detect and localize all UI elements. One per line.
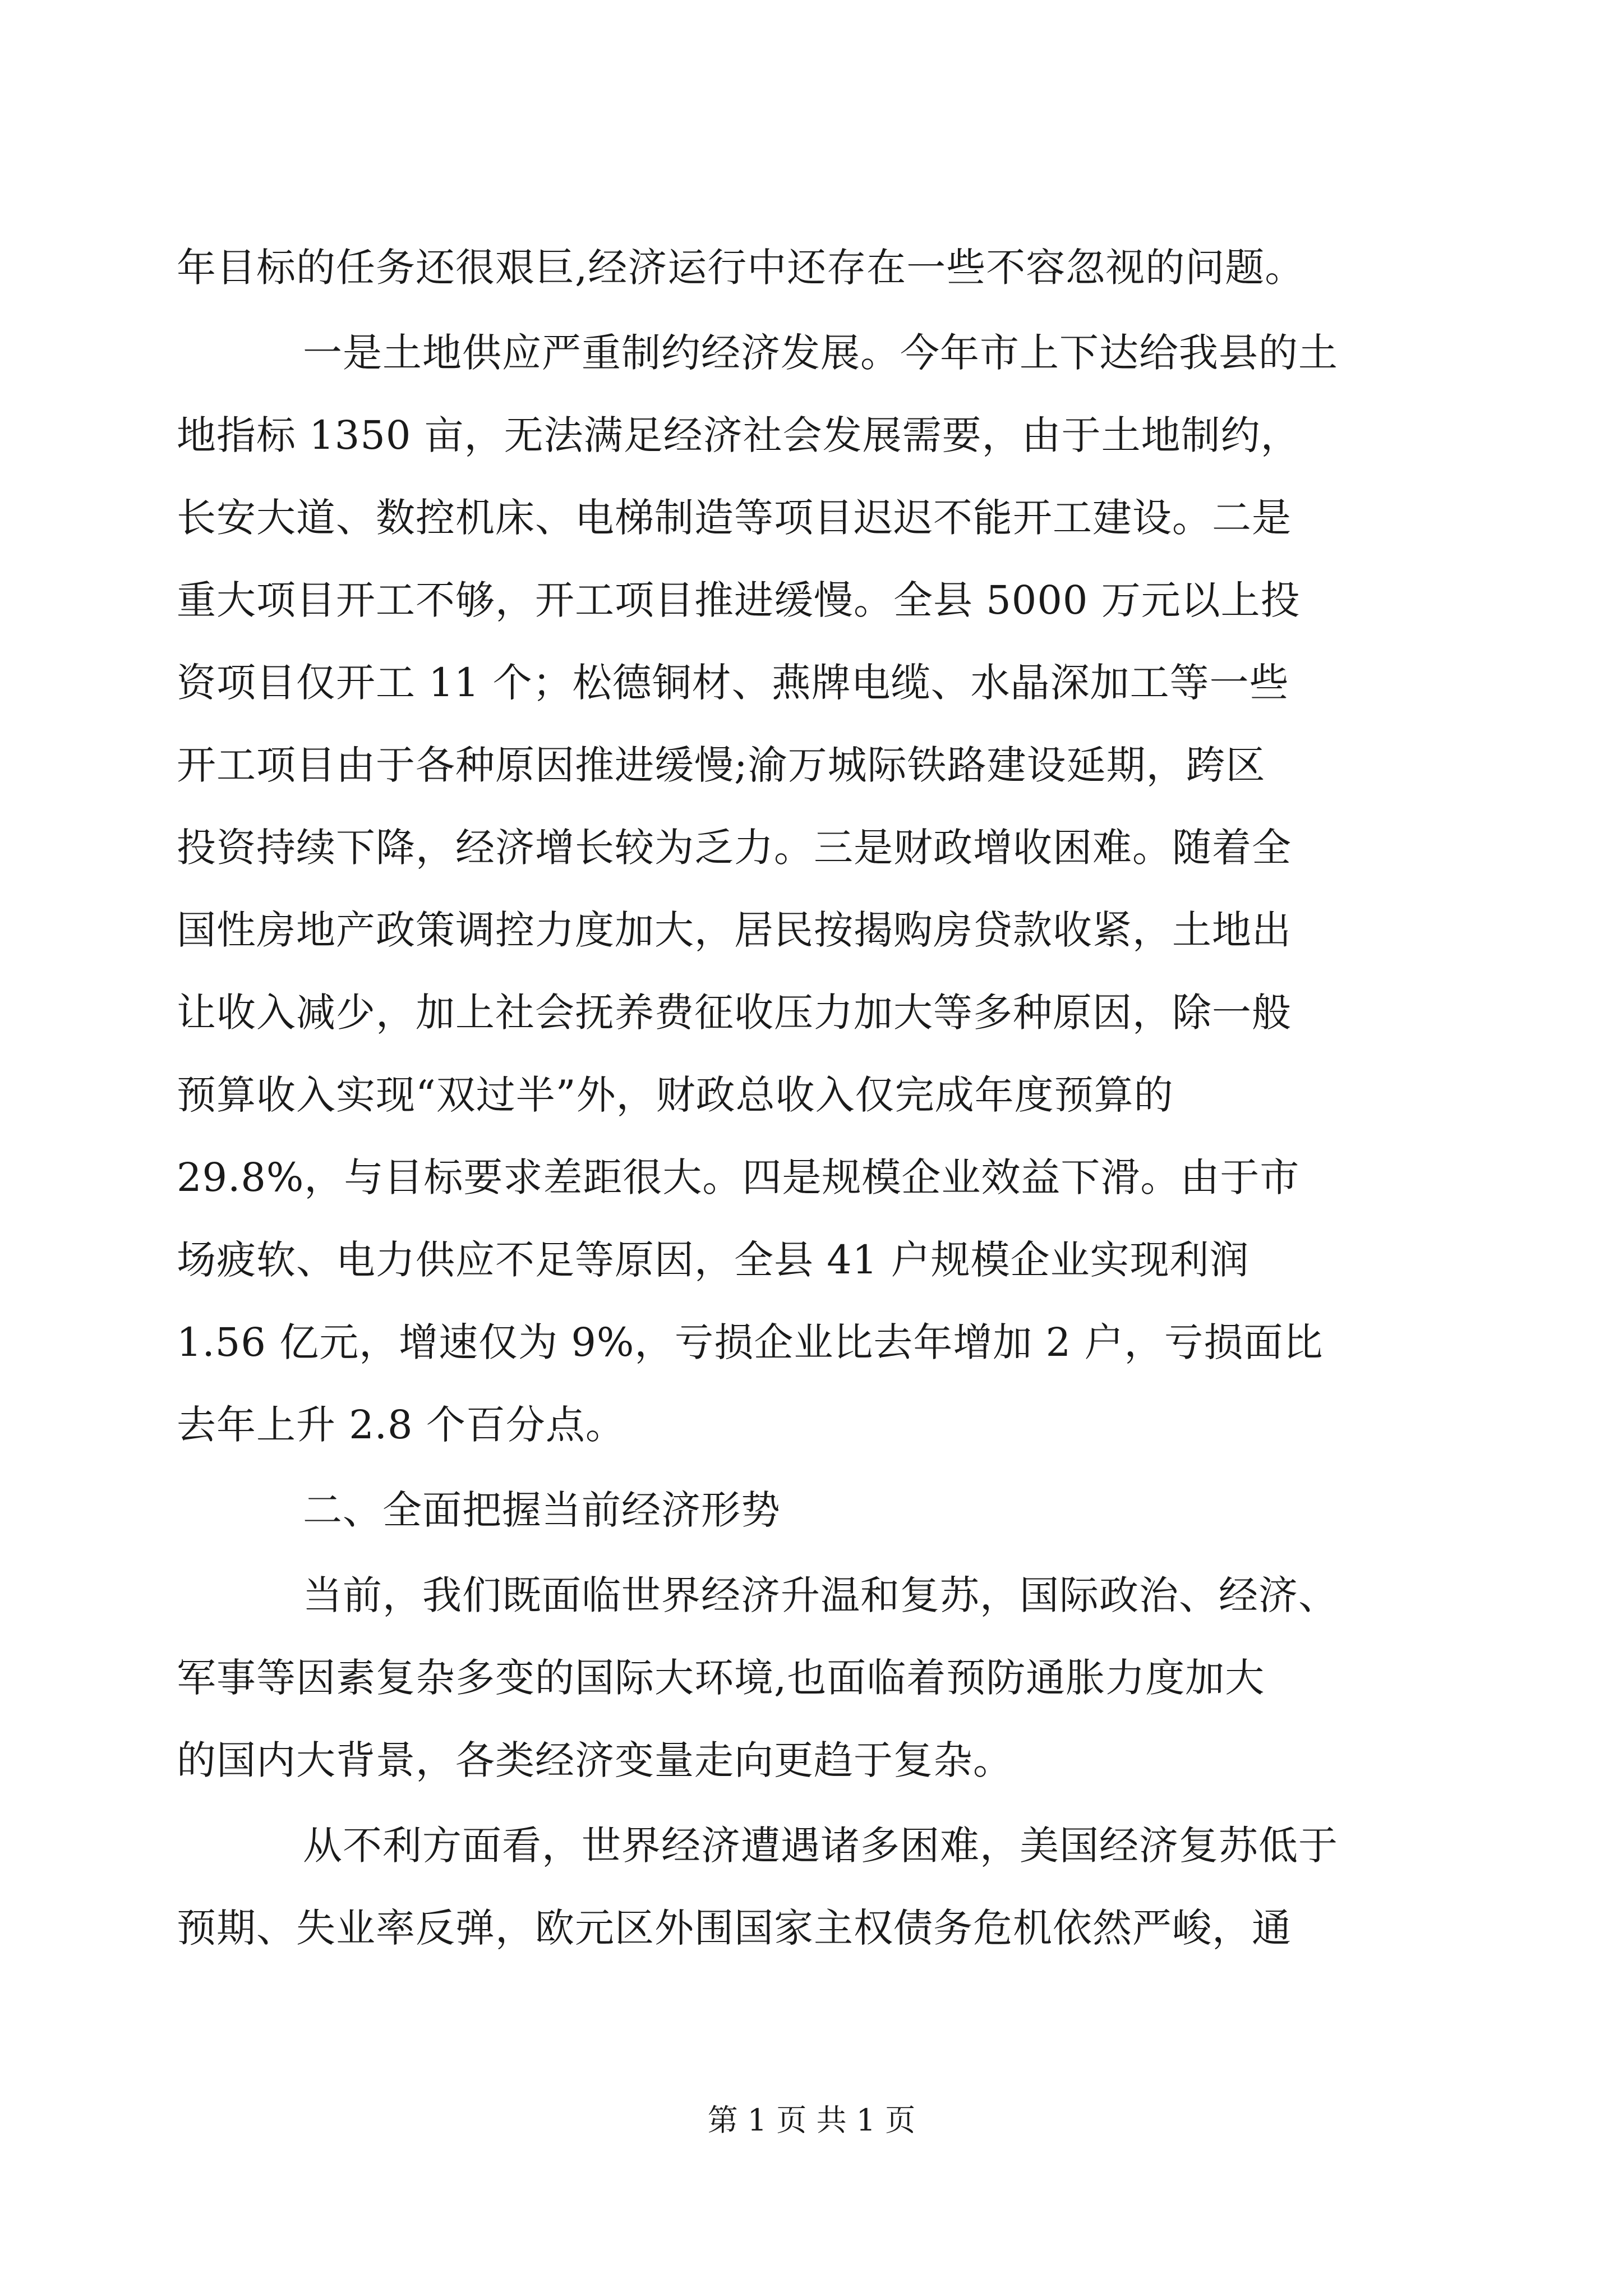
text-line: 开工项目由于各种原因推进缓慢;渝万城际铁路建设延期，跨区 (177, 742, 1266, 788)
text-line: 长安大道、数控机床、电梯制造等项目迟迟不能开工建设。二是 (177, 495, 1292, 541)
text-line: 资项目仅开工 11 个；松德铜材、燕牌电缆、水晶深加工等一些 (177, 660, 1289, 706)
text-line: 国性房地产政策调控力度加大，居民按揭购房贷款收紧，土地出 (177, 907, 1292, 953)
text-line: 1.56 亿元，增速仅为 9%，亏损企业比去年增加 2 户，亏损面比 (177, 1319, 1324, 1365)
text-line: 当前，我们既面临世界经济升温和复苏，国际政治、经济、 (303, 1572, 1338, 1618)
text-line: 从不利方面看，世界经济遭遇诸多困难，美国经济复苏低于 (303, 1823, 1338, 1869)
text-line: 一是土地供应严重制约经济发展。今年市上下达给我县的土 (303, 330, 1338, 376)
text-line: 预算收入实现“双过半”外，财政总收入仅完成年度预算的 (177, 1072, 1174, 1118)
text-line: 重大项目开工不够，开工项目推进缓慢。全县 5000 万元以上投 (177, 577, 1301, 623)
text-line: 29.8%，与目标要求差距很大。四是规模企业效益下滑。由于市 (177, 1154, 1300, 1200)
text-line: 军事等因素复杂多变的国际大环境,也面临着预防通胀力度加大 (177, 1655, 1265, 1701)
text-line: 预期、失业率反弹，欧元区外围国家主权债务危机依然严峻，通 (177, 1905, 1292, 1951)
text-line: 去年上升 2.8 个百分点。 (177, 1402, 625, 1448)
text-line: 场疲软、电力供应不足等原因，全县 41 户规模企业实现利润 (177, 1237, 1249, 1283)
text-line: 让收入减少，加上社会抚养费征收压力加大等多种原因，除一般 (177, 990, 1292, 1036)
text-line: 的国内大背景，各类经济变量走向更趋于复杂。 (177, 1737, 1013, 1783)
page-footer: 第 1 页 共 1 页 (707, 2102, 916, 2138)
section-heading: 二、全面把握当前经济形势 (303, 1487, 781, 1533)
text-line: 投资持续下降，经济增长较为乏力。三是财政增收困难。随着全 (177, 825, 1292, 871)
text-line: 年目标的任务还很艰巨,经济运行中还存在一些不容忽视的问题。 (177, 245, 1305, 291)
text-line: 地指标 1350 亩，无法满足经济社会发展需要，由于土地制约， (177, 412, 1301, 458)
